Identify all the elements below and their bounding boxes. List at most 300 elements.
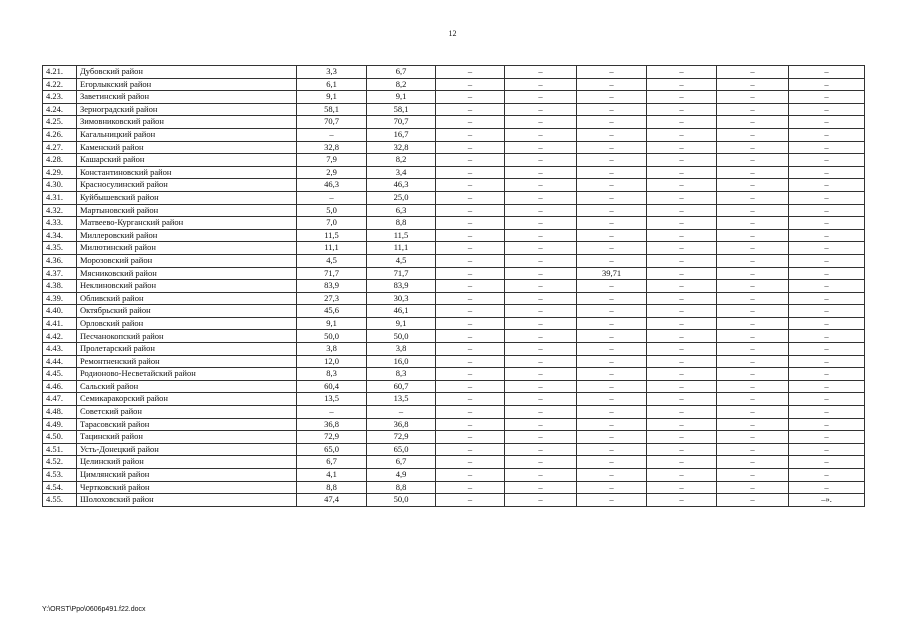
indicator-cell: – bbox=[436, 179, 505, 192]
value-cell: 36,8 bbox=[367, 418, 436, 431]
district-name-cell: Советский район bbox=[77, 406, 297, 419]
indicator-cell: – bbox=[577, 66, 647, 79]
table-row bbox=[43, 393, 865, 406]
district-name-cell: Октябрьский район bbox=[77, 305, 297, 318]
indicator-cell: – bbox=[505, 166, 577, 179]
row-number-cell: 4.38. bbox=[43, 280, 77, 293]
indicator-cell: – bbox=[789, 305, 865, 318]
value-cell: 70,7 bbox=[367, 116, 436, 129]
indicator-cell: – bbox=[789, 66, 865, 79]
row-number-cell: 4.26. bbox=[43, 128, 77, 141]
indicator-cell: – bbox=[505, 128, 577, 141]
indicator-cell: – bbox=[647, 380, 717, 393]
indicator-cell: – bbox=[505, 229, 577, 242]
value-cell: 46,3 bbox=[367, 179, 436, 192]
indicator-cell: – bbox=[505, 280, 577, 293]
indicator-cell: – bbox=[647, 494, 717, 507]
indicator-cell: – bbox=[789, 380, 865, 393]
row-number-cell: 4.45. bbox=[43, 368, 77, 381]
indicator-cell: – bbox=[577, 141, 647, 154]
indicator-cell: – bbox=[436, 317, 505, 330]
value-cell: 46,3 bbox=[297, 179, 367, 192]
value-cell: 83,9 bbox=[367, 280, 436, 293]
district-name-cell: Матвеево-Курганский район bbox=[77, 217, 297, 230]
indicator-cell: – bbox=[789, 456, 865, 469]
indicator-cell: – bbox=[647, 191, 717, 204]
indicator-cell: – bbox=[505, 267, 577, 280]
page-number: 12 bbox=[448, 29, 457, 38]
row-number-cell: 4.21. bbox=[43, 66, 77, 79]
table-row bbox=[43, 103, 865, 116]
indicator-cell: – bbox=[577, 355, 647, 368]
row-number-cell: 4.55. bbox=[43, 494, 77, 507]
value-cell: 4,5 bbox=[367, 254, 436, 267]
indicator-cell: – bbox=[436, 267, 505, 280]
indicator-cell: – bbox=[436, 456, 505, 469]
indicator-cell: – bbox=[505, 103, 577, 116]
table-row bbox=[43, 242, 865, 255]
table-row bbox=[43, 204, 865, 217]
value-cell: 8,8 bbox=[367, 481, 436, 494]
indicator-cell: – bbox=[577, 292, 647, 305]
indicator-cell: – bbox=[505, 481, 577, 494]
value-cell: 13,5 bbox=[367, 393, 436, 406]
district-name-cell: Песчанокопский район bbox=[77, 330, 297, 343]
indicator-cell: – bbox=[505, 204, 577, 217]
indicator-cell: – bbox=[577, 494, 647, 507]
value-cell: 8,8 bbox=[367, 217, 436, 230]
indicator-cell: – bbox=[505, 380, 577, 393]
indicator-cell: – bbox=[577, 317, 647, 330]
indicator-cell: – bbox=[717, 418, 789, 431]
district-name-cell: Цимлянский район bbox=[77, 469, 297, 482]
table-row bbox=[43, 418, 865, 431]
indicator-cell: – bbox=[436, 78, 505, 91]
value-cell: 8,8 bbox=[297, 481, 367, 494]
indicator-cell: – bbox=[647, 305, 717, 318]
table-row bbox=[43, 431, 865, 444]
indicator-cell: – bbox=[505, 116, 577, 129]
indicator-cell: –». bbox=[789, 494, 865, 507]
value-cell: 9,1 bbox=[297, 317, 367, 330]
indicator-cell: – bbox=[577, 217, 647, 230]
indicator-cell: – bbox=[436, 103, 505, 116]
indicator-cell: – bbox=[436, 217, 505, 230]
indicator-cell: – bbox=[717, 494, 789, 507]
district-name-cell: Морозовский район bbox=[77, 254, 297, 267]
indicator-cell: – bbox=[717, 103, 789, 116]
indicator-cell: – bbox=[577, 166, 647, 179]
indicator-cell: – bbox=[789, 166, 865, 179]
table-row bbox=[43, 116, 865, 129]
value-cell: 7,0 bbox=[297, 217, 367, 230]
row-number-cell: 4.42. bbox=[43, 330, 77, 343]
value-cell: 70,7 bbox=[297, 116, 367, 129]
row-number-cell: 4.49. bbox=[43, 418, 77, 431]
value-cell: 46,1 bbox=[367, 305, 436, 318]
row-number-cell: 4.32. bbox=[43, 204, 77, 217]
indicator-cell: – bbox=[647, 469, 717, 482]
indicator-cell: – bbox=[717, 78, 789, 91]
district-name-cell: Кагальницкий район bbox=[77, 128, 297, 141]
row-number-cell: 4.50. bbox=[43, 431, 77, 444]
district-name-cell: Заветинский район bbox=[77, 91, 297, 104]
value-cell: 5,0 bbox=[297, 204, 367, 217]
district-name-cell: Миллеровский район bbox=[77, 229, 297, 242]
row-number-cell: 4.44. bbox=[43, 355, 77, 368]
indicator-cell: – bbox=[789, 418, 865, 431]
indicator-cell: – bbox=[436, 368, 505, 381]
district-name-cell: Пролетарский район bbox=[77, 343, 297, 356]
value-cell: 6,3 bbox=[367, 204, 436, 217]
value-cell: – bbox=[297, 406, 367, 419]
row-number-cell: 4.30. bbox=[43, 179, 77, 192]
indicator-cell: – bbox=[436, 141, 505, 154]
indicator-cell: – bbox=[505, 242, 577, 255]
indicator-cell: – bbox=[505, 141, 577, 154]
indicator-cell: – bbox=[717, 267, 789, 280]
table-row bbox=[43, 330, 865, 343]
indicator-cell: – bbox=[647, 431, 717, 444]
indicator-cell: – bbox=[436, 66, 505, 79]
value-cell: 9,1 bbox=[297, 91, 367, 104]
value-cell: 72,9 bbox=[367, 431, 436, 444]
indicator-cell: – bbox=[717, 355, 789, 368]
indicator-cell: – bbox=[789, 242, 865, 255]
indicator-cell: – bbox=[505, 355, 577, 368]
indicator-cell: – bbox=[789, 254, 865, 267]
indicator-cell: – bbox=[505, 406, 577, 419]
indicator-cell: – bbox=[436, 380, 505, 393]
row-number-cell: 4.46. bbox=[43, 380, 77, 393]
indicator-cell: – bbox=[577, 481, 647, 494]
district-name-cell: Каменский район bbox=[77, 141, 297, 154]
value-cell: 11,1 bbox=[367, 242, 436, 255]
district-name-cell: Егорлыкский район bbox=[77, 78, 297, 91]
indicator-cell: – bbox=[505, 317, 577, 330]
indicator-cell: – bbox=[647, 406, 717, 419]
value-cell: – bbox=[367, 406, 436, 419]
indicator-cell: – bbox=[577, 469, 647, 482]
value-cell: 6,1 bbox=[297, 78, 367, 91]
indicator-cell: – bbox=[505, 469, 577, 482]
indicator-cell: – bbox=[505, 292, 577, 305]
indicator-cell: – bbox=[789, 179, 865, 192]
district-name-cell: Сальский район bbox=[77, 380, 297, 393]
row-number-cell: 4.33. bbox=[43, 217, 77, 230]
value-cell: 7,9 bbox=[297, 154, 367, 167]
value-cell: 50,0 bbox=[367, 330, 436, 343]
indicator-cell: – bbox=[647, 393, 717, 406]
row-number-cell: 4.43. bbox=[43, 343, 77, 356]
value-cell: 47,4 bbox=[297, 494, 367, 507]
indicator-cell: – bbox=[789, 78, 865, 91]
indicator-cell: – bbox=[647, 355, 717, 368]
indicator-cell: – bbox=[717, 343, 789, 356]
indicator-cell: – bbox=[647, 229, 717, 242]
indicator-cell: – bbox=[789, 191, 865, 204]
value-cell: 13,5 bbox=[297, 393, 367, 406]
indicator-cell: – bbox=[505, 154, 577, 167]
indicator-cell: – bbox=[436, 343, 505, 356]
table-row bbox=[43, 254, 865, 267]
indicator-cell: – bbox=[577, 78, 647, 91]
indicator-cell: – bbox=[789, 368, 865, 381]
value-cell: 4,9 bbox=[367, 469, 436, 482]
indicator-cell: – bbox=[647, 179, 717, 192]
indicator-cell: – bbox=[505, 443, 577, 456]
value-cell: 6,7 bbox=[297, 456, 367, 469]
row-number-cell: 4.27. bbox=[43, 141, 77, 154]
indicator-cell: – bbox=[647, 66, 717, 79]
indicator-cell: – bbox=[577, 343, 647, 356]
value-cell: 58,1 bbox=[297, 103, 367, 116]
table-row bbox=[43, 280, 865, 293]
district-name-cell: Красносулинский район bbox=[77, 179, 297, 192]
district-name-cell: Неклиновский район bbox=[77, 280, 297, 293]
indicator-cell: – bbox=[505, 456, 577, 469]
indicator-cell: – bbox=[577, 418, 647, 431]
indicator-cell: 39,71 bbox=[577, 267, 647, 280]
indicator-cell: – bbox=[577, 330, 647, 343]
value-cell: 3,3 bbox=[297, 66, 367, 79]
value-cell: 65,0 bbox=[367, 443, 436, 456]
row-number-cell: 4.41. bbox=[43, 317, 77, 330]
district-table bbox=[42, 65, 865, 507]
indicator-cell: – bbox=[789, 280, 865, 293]
indicator-cell: – bbox=[789, 229, 865, 242]
indicator-cell: – bbox=[577, 242, 647, 255]
indicator-cell: – bbox=[436, 166, 505, 179]
indicator-cell: – bbox=[436, 91, 505, 104]
value-cell: 3,4 bbox=[367, 166, 436, 179]
value-cell: 83,9 bbox=[297, 280, 367, 293]
table-row bbox=[43, 141, 865, 154]
indicator-cell: – bbox=[717, 154, 789, 167]
indicator-cell: – bbox=[717, 204, 789, 217]
indicator-cell: – bbox=[789, 292, 865, 305]
indicator-cell: – bbox=[577, 406, 647, 419]
indicator-cell: – bbox=[436, 242, 505, 255]
table-row bbox=[43, 166, 865, 179]
indicator-cell: – bbox=[505, 91, 577, 104]
indicator-cell: – bbox=[505, 305, 577, 318]
indicator-cell: – bbox=[789, 91, 865, 104]
value-cell: 11,5 bbox=[367, 229, 436, 242]
indicator-cell: – bbox=[505, 418, 577, 431]
indicator-cell: – bbox=[789, 431, 865, 444]
district-name-cell: Милютинский район bbox=[77, 242, 297, 255]
row-number-cell: 4.22. bbox=[43, 78, 77, 91]
indicator-cell: – bbox=[505, 330, 577, 343]
district-name-cell: Тарасовский район bbox=[77, 418, 297, 431]
table-row bbox=[43, 456, 865, 469]
indicator-cell: – bbox=[647, 267, 717, 280]
indicator-cell: – bbox=[577, 154, 647, 167]
value-cell: 71,7 bbox=[367, 267, 436, 280]
indicator-cell: – bbox=[717, 292, 789, 305]
indicator-cell: – bbox=[436, 443, 505, 456]
indicator-cell: – bbox=[789, 317, 865, 330]
table-row bbox=[43, 305, 865, 318]
indicator-cell: – bbox=[577, 280, 647, 293]
value-cell: 32,8 bbox=[367, 141, 436, 154]
indicator-cell: – bbox=[436, 116, 505, 129]
indicator-cell: – bbox=[717, 229, 789, 242]
indicator-cell: – bbox=[577, 254, 647, 267]
district-name-cell: Ремонтненский район bbox=[77, 355, 297, 368]
value-cell: 16,0 bbox=[367, 355, 436, 368]
value-cell: 4,5 bbox=[297, 254, 367, 267]
district-name-cell: Шолоховский район bbox=[77, 494, 297, 507]
indicator-cell: – bbox=[505, 217, 577, 230]
indicator-cell: – bbox=[717, 481, 789, 494]
indicator-cell: – bbox=[717, 443, 789, 456]
indicator-cell: – bbox=[505, 66, 577, 79]
indicator-cell: – bbox=[436, 280, 505, 293]
indicator-cell: – bbox=[717, 317, 789, 330]
table-row bbox=[43, 380, 865, 393]
value-cell: 4,1 bbox=[297, 469, 367, 482]
indicator-cell: – bbox=[577, 91, 647, 104]
indicator-cell: – bbox=[717, 469, 789, 482]
indicator-cell: – bbox=[647, 154, 717, 167]
indicator-cell: – bbox=[789, 154, 865, 167]
district-name-cell: Родионово-Несветайский район bbox=[77, 368, 297, 381]
row-number-cell: 4.36. bbox=[43, 254, 77, 267]
indicator-cell: – bbox=[577, 393, 647, 406]
table-row bbox=[43, 469, 865, 482]
indicator-cell: – bbox=[647, 280, 717, 293]
indicator-cell: – bbox=[717, 406, 789, 419]
table-row bbox=[43, 267, 865, 280]
indicator-cell: – bbox=[647, 343, 717, 356]
indicator-cell: – bbox=[717, 242, 789, 255]
table-row bbox=[43, 343, 865, 356]
row-number-cell: 4.28. bbox=[43, 154, 77, 167]
indicator-cell: – bbox=[505, 431, 577, 444]
indicator-cell: – bbox=[577, 305, 647, 318]
indicator-cell: – bbox=[436, 431, 505, 444]
indicator-cell: – bbox=[647, 128, 717, 141]
indicator-cell: – bbox=[577, 191, 647, 204]
row-number-cell: 4.53. bbox=[43, 469, 77, 482]
row-number-cell: 4.23. bbox=[43, 91, 77, 104]
value-cell: 16,7 bbox=[367, 128, 436, 141]
indicator-cell: – bbox=[789, 141, 865, 154]
row-number-cell: 4.37. bbox=[43, 267, 77, 280]
value-cell: 11,1 bbox=[297, 242, 367, 255]
district-name-cell: Усть-Донецкий район bbox=[77, 443, 297, 456]
row-number-cell: 4.35. bbox=[43, 242, 77, 255]
value-cell: 8,3 bbox=[297, 368, 367, 381]
indicator-cell: – bbox=[717, 368, 789, 381]
table-row bbox=[43, 217, 865, 230]
indicator-cell: – bbox=[505, 191, 577, 204]
district-name-cell: Зерноградский район bbox=[77, 103, 297, 116]
indicator-cell: – bbox=[577, 368, 647, 381]
indicator-cell: – bbox=[505, 179, 577, 192]
row-number-cell: 4.39. bbox=[43, 292, 77, 305]
indicator-cell: – bbox=[436, 469, 505, 482]
indicator-cell: – bbox=[647, 368, 717, 381]
indicator-cell: – bbox=[577, 431, 647, 444]
indicator-cell: – bbox=[717, 217, 789, 230]
row-number-cell: 4.40. bbox=[43, 305, 77, 318]
indicator-cell: – bbox=[505, 393, 577, 406]
district-name-cell: Семикаракорский район bbox=[77, 393, 297, 406]
value-cell: 9,1 bbox=[367, 317, 436, 330]
value-cell: 50,0 bbox=[367, 494, 436, 507]
indicator-cell: – bbox=[436, 355, 505, 368]
indicator-cell: – bbox=[647, 317, 717, 330]
value-cell: 25,0 bbox=[367, 191, 436, 204]
indicator-cell: – bbox=[717, 393, 789, 406]
indicator-cell: – bbox=[577, 456, 647, 469]
value-cell: 71,7 bbox=[297, 267, 367, 280]
value-cell: 9,1 bbox=[367, 91, 436, 104]
indicator-cell: – bbox=[789, 443, 865, 456]
district-name-cell: Кашарский район bbox=[77, 154, 297, 167]
value-cell: 32,8 bbox=[297, 141, 367, 154]
indicator-cell: – bbox=[647, 217, 717, 230]
indicator-cell: – bbox=[717, 141, 789, 154]
indicator-cell: – bbox=[577, 128, 647, 141]
indicator-cell: – bbox=[647, 166, 717, 179]
value-cell: 27,3 bbox=[297, 292, 367, 305]
indicator-cell: – bbox=[717, 116, 789, 129]
indicator-cell: – bbox=[647, 116, 717, 129]
indicator-cell: – bbox=[789, 469, 865, 482]
value-cell: 6,7 bbox=[367, 66, 436, 79]
indicator-cell: – bbox=[789, 393, 865, 406]
indicator-cell: – bbox=[789, 330, 865, 343]
district-name-cell: Целинский район bbox=[77, 456, 297, 469]
indicator-cell: – bbox=[717, 330, 789, 343]
indicator-cell: – bbox=[436, 305, 505, 318]
indicator-cell: – bbox=[647, 103, 717, 116]
indicator-cell: – bbox=[789, 116, 865, 129]
indicator-cell: – bbox=[789, 267, 865, 280]
row-number-cell: 4.51. bbox=[43, 443, 77, 456]
indicator-cell: – bbox=[647, 456, 717, 469]
indicator-cell: – bbox=[436, 254, 505, 267]
indicator-cell: – bbox=[436, 204, 505, 217]
indicator-cell: – bbox=[505, 494, 577, 507]
indicator-cell: – bbox=[717, 166, 789, 179]
value-cell: 60,7 bbox=[367, 380, 436, 393]
row-number-cell: 4.34. bbox=[43, 229, 77, 242]
indicator-cell: – bbox=[647, 91, 717, 104]
indicator-cell: – bbox=[789, 343, 865, 356]
value-cell: 58,1 bbox=[367, 103, 436, 116]
district-name-cell: Тацинский район bbox=[77, 431, 297, 444]
indicator-cell: – bbox=[577, 179, 647, 192]
value-cell: 3,8 bbox=[367, 343, 436, 356]
row-number-cell: 4.47. bbox=[43, 393, 77, 406]
indicator-cell: – bbox=[647, 330, 717, 343]
indicator-cell: – bbox=[717, 66, 789, 79]
indicator-cell: – bbox=[789, 128, 865, 141]
district-name-cell: Орловский район bbox=[77, 317, 297, 330]
table-row bbox=[43, 481, 865, 494]
table-row bbox=[43, 494, 865, 507]
table-row bbox=[43, 443, 865, 456]
value-cell: 72,9 bbox=[297, 431, 367, 444]
indicator-cell: – bbox=[647, 204, 717, 217]
indicator-cell: – bbox=[436, 481, 505, 494]
value-cell: 2,9 bbox=[297, 166, 367, 179]
